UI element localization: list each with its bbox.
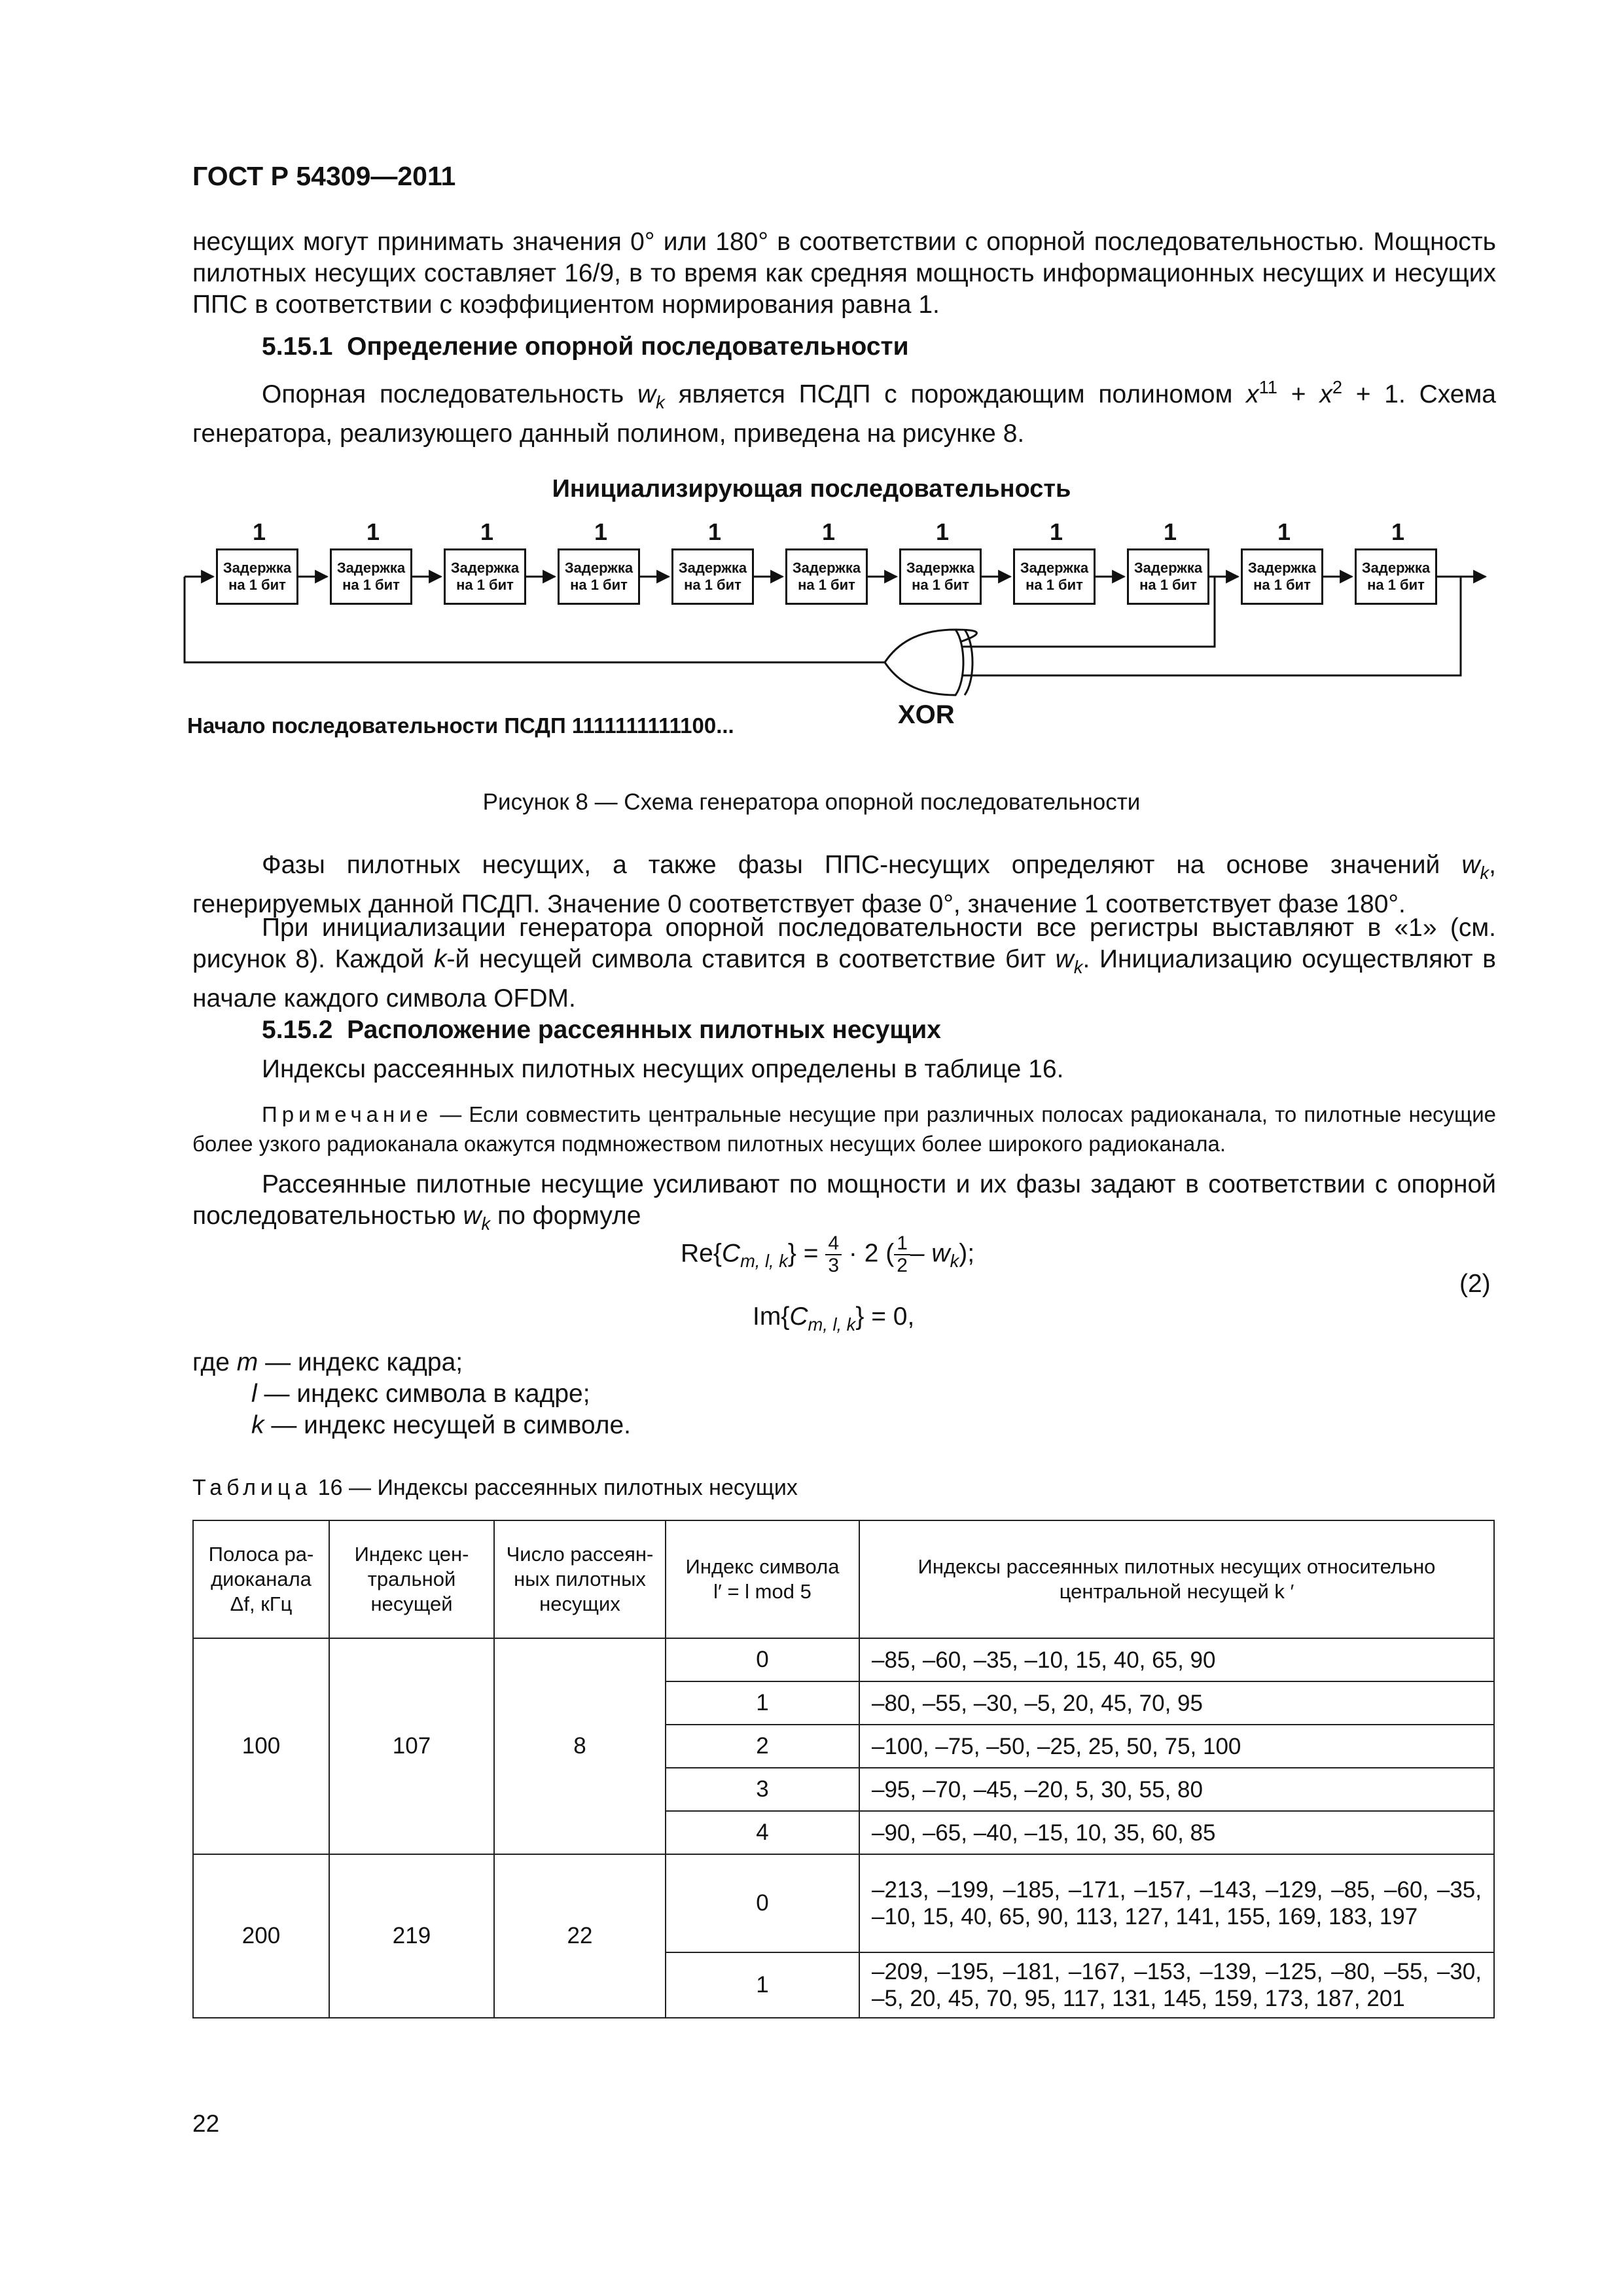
note: Примечание — Если совместить центральные несущие при различных полосах радиоканала, то пилотные несущие более узкого радиоканала окажутся подмножеством пилотных несущих более широкого радиоканала. xyxy=(192,1102,1496,1156)
init-bit: 1 xyxy=(594,518,608,545)
table-header-row xyxy=(193,1520,1494,1638)
formula-number: (2) xyxy=(1459,1270,1491,1298)
delay-register: Задержка на 1 бит xyxy=(671,548,754,605)
phases-paragraph: Фазы пилотных несущих, а также фазы ППС-несущих определяют на основе значений $w_k$, генерируемых данной ПСДП. Значение 0 соответствует фазе 0°, значение 1 соответствует фазе 180°. xyxy=(192,851,1496,918)
section-title: Определение опорной последовательности xyxy=(347,332,909,361)
table-row: 1 –80, –55, –30, –5, 20, 45, 70, 95 xyxy=(193,1681,1494,1725)
delay-register: Задержка на 1 бит xyxy=(1355,548,1437,605)
formula-line-2: $Im\{C_{m, l, k}\} = 0$, xyxy=(753,1302,915,1335)
delay-register: Задержка на 1 бит xyxy=(444,548,526,605)
delay-register: Задержка на 1 бит xyxy=(899,548,982,605)
init-paragraph: При инициализации генератора опорной последовательности все регистры выставляют в «1» (см. рисунок 8). Каждой k-й несущей символа ставится в соответствие бит $w_k$. Инициализацию осуществляют в начале каждого символа OFDM. xyxy=(192,914,1496,1013)
figure-title: Инициализирующая последовательность xyxy=(552,475,1071,503)
pilot-indices-table xyxy=(192,1520,1495,2018)
section-title: Расположение рассеянных пилотных несущих xyxy=(347,1016,941,1044)
intro-paragraph: несущих могут принимать значения 0° или 180° в соответствии с опорной последовательностью. Мощность пилотных несущих составляет 16/9, в то время как средняя мощность информационных несущих и несущих ППС в соответствии с коэффициентом нормирования равна 1. xyxy=(192,228,1496,319)
table-row: 3 –95, –70, –45, –20, 5, 30, 55, 80 xyxy=(193,1768,1494,1811)
header-pilot-indices: Индексы рассеянных пилотных несущих относительно центральной несущей k ′ xyxy=(859,1520,1494,1638)
table-ref-paragraph: Индексы рассеянных пилотных несущих определены в таблице 16. xyxy=(262,1055,1064,1083)
header-symbol-index: Индекс символа l′ = l mod 5 xyxy=(666,1520,859,1638)
lfsr-wiring-diagram xyxy=(0,0,1623,785)
init-bit: 1 xyxy=(822,518,836,545)
init-bit: 1 xyxy=(936,518,950,545)
xor-label: XOR xyxy=(898,700,955,729)
delay-register: Задержка на 1 бит xyxy=(558,548,640,605)
table-row: 100 107 8 0 –85, –60, –35, –10, 15, 40, 65, 90 xyxy=(193,1638,1494,1681)
where-l: l — индекс символа в кадре; xyxy=(251,1380,590,1408)
section-5-15-2-heading xyxy=(262,1016,941,1045)
init-bit: 1 xyxy=(1164,518,1177,545)
delay-register: Задержка на 1 бит xyxy=(330,548,412,605)
where-k: k — индекс несущей в символе. xyxy=(251,1411,632,1439)
section-5-15-1-paragraph: Опорная последовательность $w_k$ является ПСДП с порождающим полиномом $x^{11} + x^2 + 1$. Схема генератора, реализующего данный полином, приведена на рисунке 8. xyxy=(192,377,1496,448)
table-caption: Таблица 16 — Индексы рассеянных пилотных несущих xyxy=(192,1475,798,1500)
table-row: 2 –100, –75, –50, –25, 25, 50, 75, 100 xyxy=(193,1725,1494,1768)
init-bit: 1 xyxy=(708,518,722,545)
start-sequence-label: Начало последовательности ПСДП 1111111111100... xyxy=(187,713,734,738)
table-row: 1 –209, –195, –181, –167, –153, –139, –125, –80, –55, –30, –5, 20, 45, 70, 95, 117, 131, 145, 159, 173, 187, 201 xyxy=(193,1952,1494,2018)
page-number: 22 xyxy=(192,2110,220,2137)
section-number: 5.15.2 xyxy=(262,1016,333,1044)
section-number: 5.15.1 xyxy=(262,332,333,361)
formula-line-1: $Re\{C_{m, l, k}\}$ = $\frac{4}{3}$ · 2 ( $\frac{1}{2}$ – $w_k$); xyxy=(681,1232,975,1276)
delay-register: Задержка на 1 бит xyxy=(1127,548,1209,605)
table-row: 200 219 22 0 –213, –199, –185, –171, –157, –143, –129, –85, –60, –35, –10, 15, 40, 65, 90, 113, 127, 141, 155, 169, 183, 197 xyxy=(193,1854,1494,1952)
delay-register: Задержка на 1 бит xyxy=(785,548,868,605)
init-bit: 1 xyxy=(366,518,380,545)
init-bit: 1 xyxy=(253,518,266,545)
figure-caption: Рисунок 8 — Схема генератора опорной последовательности xyxy=(482,789,1141,815)
delay-register: Задержка на 1 бит xyxy=(1013,548,1096,605)
header-center-index: Индекс цен- тральной несущей xyxy=(329,1520,494,1638)
where-m: где m — индекс кадра; xyxy=(192,1348,463,1376)
init-bit: 1 xyxy=(1391,518,1405,545)
table-row: 4 –90, –65, –40, –15, 10, 35, 60, 85 xyxy=(193,1811,1494,1854)
header-bandwidth: Полоса ра- диоканала Δf, кГц xyxy=(193,1520,329,1638)
init-bit: 1 xyxy=(1050,518,1063,545)
init-bit: 1 xyxy=(480,518,494,545)
delay-register: Задержка на 1 бит xyxy=(1241,548,1323,605)
scattered-pilots-paragraph: Рассеянные пилотные несущие усиливают по мощности и их фазы задают в соответствии с опорной последовательностью $w_k$ по формуле xyxy=(192,1170,1496,1234)
delay-register: Задержка на 1 бит xyxy=(216,548,298,605)
header-pilot-count: Число рассеян- ных пилотных несущих xyxy=(494,1520,666,1638)
init-bit: 1 xyxy=(1277,518,1291,545)
document-header: ГОСТ Р 54309—2011 xyxy=(192,161,456,191)
